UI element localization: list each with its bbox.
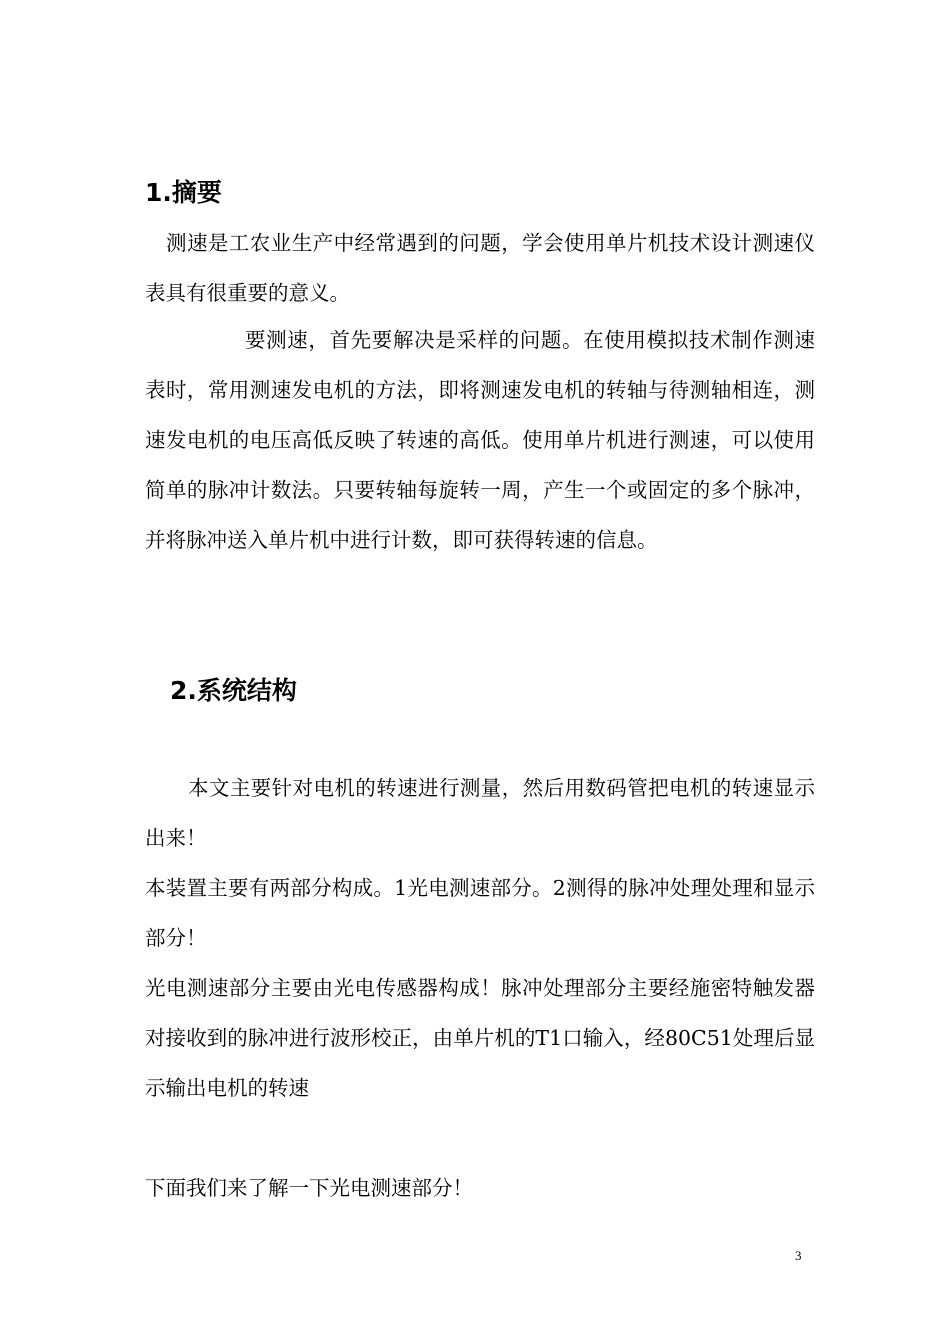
section-2-paragraph-3: 光电测速部分主要由光电传感器构成！脉冲处理部分主要经施密特触发器对接收到的脉冲进行波形校正，由单片机的T1口输入，经80C51处理后显示输出电机的转速 xyxy=(145,976,815,1100)
section-1-heading: 1.摘要 xyxy=(145,178,222,207)
page-number: 3 xyxy=(795,1248,802,1263)
section-1-paragraph-1: 测速是工农业生产中经常遇到的问题，学会使用单片机技术设计测速仪表具有很重要的意义。 xyxy=(145,231,815,305)
section-2-heading: 2.系统结构 xyxy=(170,676,297,705)
section-2-paragraph-2: 本装置主要有两部分构成。1光电测速部分。2测得的脉冲处理处理和显示部分！ xyxy=(145,876,815,950)
section-1-paragraph-2: 要测速，首先要解决是采样的问题。在使用模拟技术制作测速表时，常用测速发电机的方法，即将测速发电机的转轴与待测轴相连，测速发电机的电压高低反映了转速的高低。使用单片机进行测速，可以使用简单的脉冲计数法。只要转轴每旋转一周，产生一个或固定的多个脉冲，并将脉冲送入单片机中进行计数，即可获得转速的信息。 xyxy=(145,328,815,552)
section-2-paragraph-4: 下面我们来了解一下光电测速部分！ xyxy=(145,1176,473,1200)
section-2-paragraph-1: 本文主要针对电机的转速进行测量，然后用数码管把电机的转速显示出来！ xyxy=(145,776,815,850)
